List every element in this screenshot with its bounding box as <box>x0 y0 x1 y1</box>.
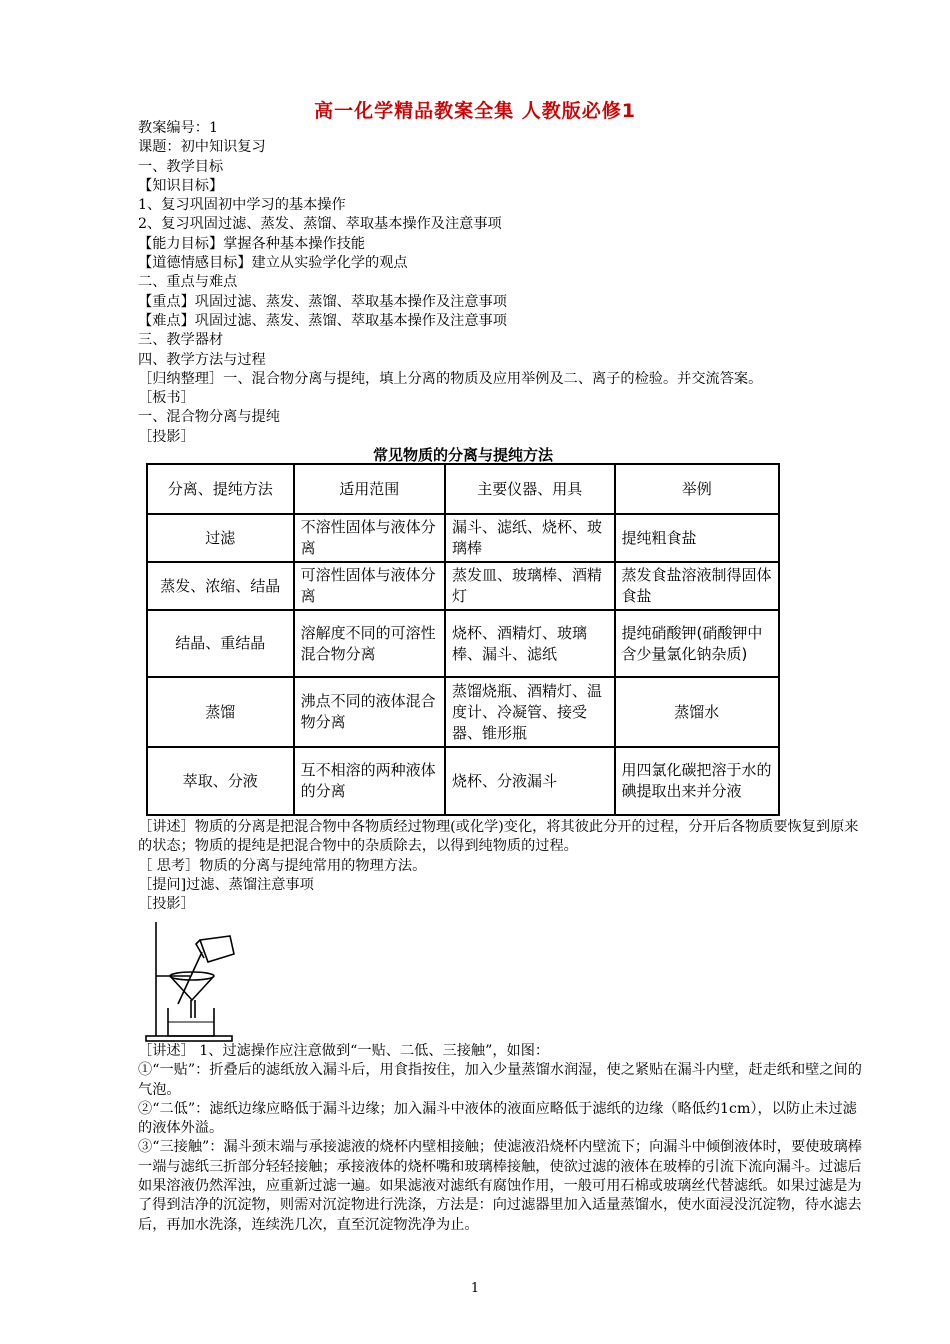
table-header-cell: 主要仪器、用具 <box>445 464 614 514</box>
notes-block <box>138 1042 866 1235</box>
table-header-cell: 适用范围 <box>294 464 445 514</box>
table-row <box>147 677 779 747</box>
table-cell: 蒸馏水 <box>615 677 779 747</box>
text-line: 一、教学目标 <box>138 158 224 175</box>
filtration-apparatus-illustration <box>144 914 244 1042</box>
text-line: 教案编号：1 <box>138 120 218 136</box>
table-cell: 提纯粗食盐 <box>615 514 779 562</box>
table-header-cell: 举例 <box>615 464 779 514</box>
text-line: 【难点】巩固过滤、蒸发、蒸馏、萃取基本操作及注意事项 <box>138 312 507 329</box>
explanation-block <box>138 818 866 914</box>
text-line: 三、教学器材 <box>138 332 224 349</box>
table-cell: 蒸馏烧瓶、酒精灯、温度计、冷凝管、接受器、锥形瓶 <box>445 677 614 747</box>
paragraph: ［提问]过滤、蒸馏注意事项 <box>138 876 314 893</box>
text-line: ［板书］ <box>138 390 195 407</box>
table-cell: 用四氯化碳把溶于水的碘提取出来并分液 <box>615 747 779 815</box>
table-cell: 烧杯、分液漏斗 <box>445 747 614 815</box>
table-cell: 可溶性固体与液体分离 <box>294 562 445 610</box>
text-line: 课题：初中知识复习 <box>138 139 266 156</box>
table-cell: 互不相溶的两种液体的分离 <box>294 747 445 815</box>
paragraph: ［讲述］ 1、过滤操作应注意做到“一贴、二低、三接触”，如图： <box>138 1043 550 1059</box>
table-cell: 不溶性固体与液体分离 <box>294 514 445 562</box>
table-cell: 溶解度不同的可溶性混合物分离 <box>294 610 445 677</box>
text-line: 一、混合物分离与提纯 <box>138 409 280 426</box>
table-cell: 蒸馏 <box>147 677 294 747</box>
table-cell: 结晶、重结晶 <box>147 610 294 677</box>
paragraph: ［ 思考］物质的分离与提纯常用的物理方法。 <box>138 857 427 874</box>
paragraph: ②“二低”：滤纸边缘应略低于漏斗边缘；加入漏斗中液体的液面应略低于滤纸的边缘（略低约1cm），以防止未过滤的液体外溢。 <box>138 1100 857 1137</box>
table-row <box>147 610 779 677</box>
separation-methods-table <box>146 463 780 816</box>
text-line: 2、复习巩固过滤、蒸发、蒸馏、萃取基本操作及注意事项 <box>138 216 502 233</box>
table-row <box>147 562 779 610</box>
text-line: 【重点】巩固过滤、蒸发、蒸馏、萃取基本操作及注意事项 <box>138 293 507 310</box>
text-line: 二、重点与难点 <box>138 274 238 291</box>
text-line: 1、复习巩固初中学习的基本操作 <box>138 197 346 214</box>
paragraph: ③“三接触”：漏斗颈末端与承接滤液的烧杯内壁相接触；使滤液沿烧杯内壁流下；向漏斗中倾倒液体时，要使玻璃棒一端与滤纸三折部分轻轻接触；承接液体的烧杯嘴和玻璃棒接触，使欲过滤的液体在玻棒的引流下流向漏斗。过滤后如果溶液仍然浑浊，应重新过滤一遍。如果滤液对滤纸有腐蚀作用，一般可用石棉或玻璃丝代替滤纸。如果过滤是为了得到洁净的沉淀物，则需对沉淀物进行洗涤，方法是：向过滤器里加入适量蒸馏水，使水面浸没沉淀物，待水滤去后，再加水洗涤，连续洗几次，直至沉淀物洗净为止。 <box>138 1139 862 1233</box>
intro-lines <box>138 119 866 447</box>
table-cell: 过滤 <box>147 514 294 562</box>
table-row <box>147 747 779 815</box>
table-cell: 蒸发、浓缩、结晶 <box>147 562 294 610</box>
table-header-cell: 分离、提纯方法 <box>147 464 294 514</box>
paragraph: ［讲述］物质的分离是把混合物中各物质经过物理(或化学)变化，将其彼此分开的过程，分开后各物质要恢复到原来的状态；物质的提纯是把混合物中的杂质除去，以得到纯物质的过程。 <box>138 819 859 855</box>
pouring-beaker <box>200 936 234 962</box>
table-cell: 萃取、分液 <box>147 747 294 815</box>
paragraph: ①“一贴”：折叠后的滤纸放入漏斗后，用食指按住，加入少量蒸馏水润湿，使之紧贴在漏斗内壁，赶走纸和壁之间的气泡。 <box>138 1062 862 1098</box>
text-line: 四、教学方法与过程 <box>138 351 266 368</box>
text-line: 【道德情感目标】建立从实验学化学的观点 <box>138 255 408 272</box>
table-cell: 蒸发皿、玻璃棒、酒精灯 <box>445 562 614 610</box>
table-cell: 漏斗、滤纸、烧杯、玻璃棒 <box>445 514 614 562</box>
paragraph: ［投影］ <box>138 896 195 913</box>
document-title: 高一化学精品教案全集 人教版必修1 <box>314 100 636 122</box>
table-caption: 常见物质的分离与提纯方法 <box>372 446 553 464</box>
page-number: 1 <box>470 1281 480 1296</box>
table-cell: 提纯硝酸钾(硝酸钾中含少量氯化钠杂质) <box>615 610 779 677</box>
glass-rod <box>178 952 202 1004</box>
table-cell: 沸点不同的液体混合物分离 <box>294 677 445 747</box>
table-header-row <box>147 464 779 514</box>
text-line: 【能力目标】掌握各种基本操作技能 <box>138 235 366 252</box>
table-cell: 蒸发食盐溶液制得固体食盐 <box>615 562 779 610</box>
text-line: ［投影］ <box>138 428 195 445</box>
text-line: 【知识目标】 <box>138 177 224 194</box>
table-cell: 烧杯、酒精灯、玻璃棒、漏斗、滤纸 <box>445 610 614 677</box>
table-row <box>147 514 779 562</box>
text-line: ［归纳整理］一、混合物分离与提纯，填上分离的物质及应用举例及二、离子的检验。并交流答案。 <box>138 370 763 387</box>
